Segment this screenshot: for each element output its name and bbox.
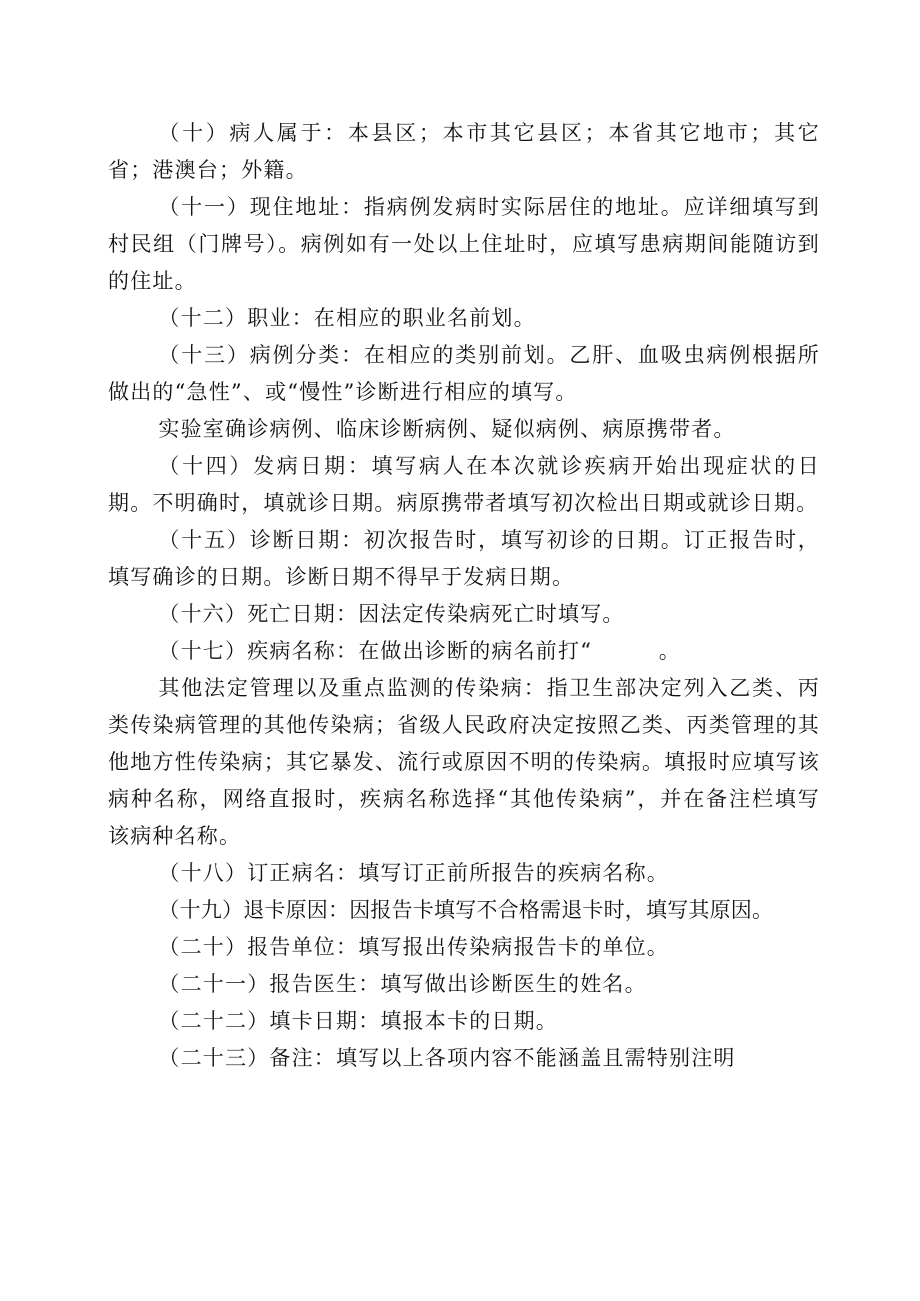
paragraph-disease-name: （十七）疾病名称：在做出诊断的病名前打“ 。 — [158, 639, 681, 663]
paragraph-diagnosis-date: （十五）诊断日期：初次报告时，填写初诊的日期。订正报告时，填写确诊的日期。诊断日期不得早于发病日期。 — [108, 528, 820, 589]
document-body — [108, 115, 820, 1077]
paragraph-corrected-name: （十八）订正病名：填写订正前所报告的疾病名称。 — [158, 861, 669, 885]
paragraph-remarks: （二十三）备注：填写以上各项内容不能涵盖且需特别注明 — [158, 1046, 736, 1070]
paragraph-case-classification: （十三）病例分类：在相应的类别前划。乙肝、血吸虫病例根据所做出的“急性”、或“慢性”诊断进行相应的填写。 — [108, 343, 820, 404]
paragraph-reporting-unit: （二十）报告单位：填写报出传染病报告卡的单位。 — [158, 935, 669, 959]
paragraph-current-address: （十一）现住地址：指病例发病时实际居住的地址。应详细填写到村民组（门牌号）。病例如有一处以上住址时，应填写患病期间能随访到的住址。 — [108, 195, 820, 293]
paragraph-patient-belongs: （十）病人属于：本县区；本市其它县区；本省其它地市；其它省；港澳台；外籍。 — [108, 121, 820, 182]
paragraph-death-date: （十六）死亡日期：因法定传染病死亡时填写。 — [158, 602, 625, 626]
paragraph-occupation: （十二）职业：在相应的职业名前划。 — [158, 306, 536, 330]
paragraph-return-reason: （十九）退卡原因：因报告卡填写不合格需退卡时，填写其原因。 — [158, 898, 774, 922]
paragraph-fill-date: （二十二）填卡日期：填报本卡的日期。 — [158, 1009, 558, 1033]
paragraph-onset-date: （十四）发病日期：填写病人在本次就诊疾病开始出现症状的日期。不明确时，填就诊日期。病原携带者填写初次检出日期或就诊日期。 — [108, 454, 820, 515]
paragraph-case-types: 实验室确诊病例、临床诊断病例、疑似病例、病原携带者。 — [158, 417, 736, 441]
paragraph-other-diseases: 其他法定管理以及重点监测的传染病：指卫生部决定列入乙类、丙类传染病管理的其他传染病；省级人民政府决定按照乙类、丙类管理的其他地方性传染病；其它暴发、流行或原因不明的传染病。填报时应填写该病种名称，网络直报时，疾病名称选择“其他传染病”，并在备注栏填写该病种名称。 — [108, 676, 820, 848]
paragraph-reporting-doctor: （二十一）报告医生：填写做出诊断医生的姓名。 — [158, 972, 647, 996]
